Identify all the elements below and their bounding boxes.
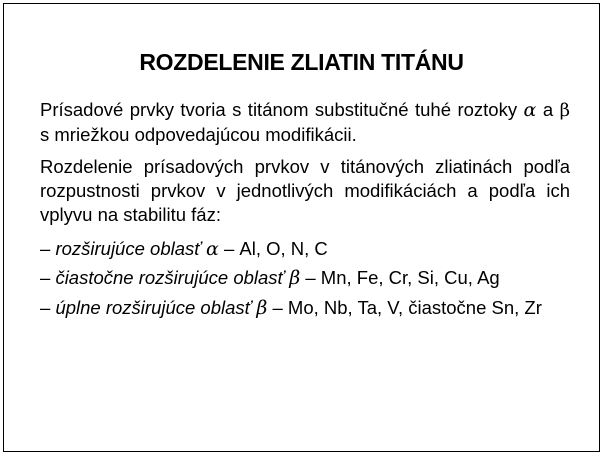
list-item-dash: – — [40, 267, 51, 288]
list-item-elements: – Mn, Fe, Cr, Si, Cu, Ag — [305, 267, 500, 288]
paragraph-text-c: s mriežkou odpovedajúcou modifikácii. — [40, 124, 357, 145]
list-item-symbol: β — [289, 267, 301, 289]
slide-title: ROZDELENIE ZLIATIN TITÁNU — [139, 49, 464, 75]
paragraph-substitution — [40, 98, 570, 147]
list-item-elements: – Mo, Nb, Ta, V, čiastočne Sn, Zr — [272, 297, 542, 318]
paragraph-text-b: a — [542, 99, 554, 120]
list-item-label: čiastočne rozširujúce oblasť — [55, 267, 285, 288]
list-item-dash: – — [40, 297, 51, 318]
list-item-label: úplne rozširujúce oblasť — [55, 297, 252, 318]
list-item-symbol: β — [256, 297, 268, 319]
list-item — [40, 266, 500, 290]
slide — [3, 3, 600, 452]
paragraph-classification: Rozdelenie prísadových prvkov v titánových zliatinách podľa rozpustnosti prvkov v jednotlivých modifikáciách a podľa ich vplyvu na stabilitu fáz: — [40, 156, 570, 225]
list-item — [40, 237, 328, 261]
list-item-dash: – — [40, 238, 51, 259]
list-item-elements: – Al, O, N, C — [223, 238, 328, 259]
list-item — [40, 296, 542, 320]
list-item-symbol: α — [205, 238, 219, 260]
list-item-label: rozširujúce oblasť — [55, 238, 201, 259]
alpha-symbol: α — [523, 99, 537, 121]
paragraph-text-a: Prísadové prvky tvoria s titánom substitučné tuhé roztoky — [40, 99, 518, 120]
beta-symbol: β — [559, 100, 571, 121]
